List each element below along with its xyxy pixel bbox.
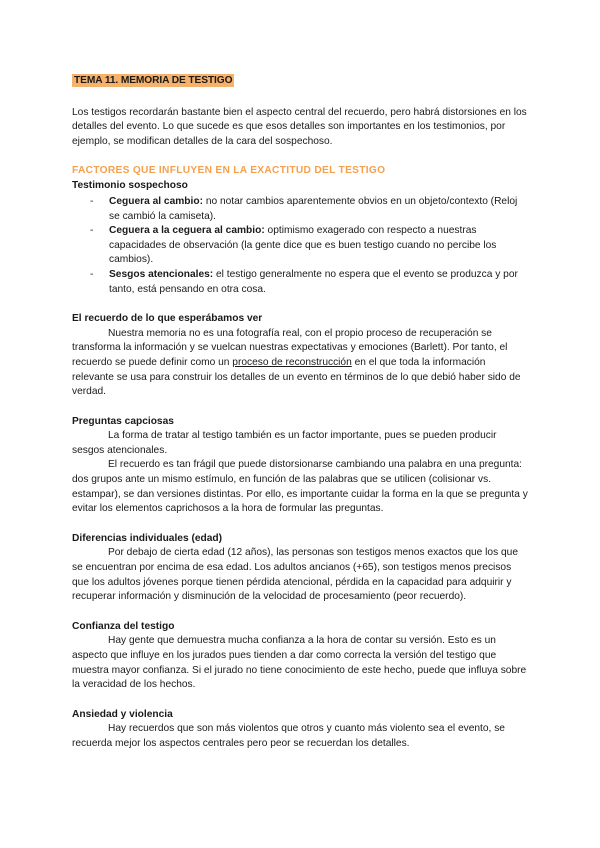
testimonio-list [72, 195, 530, 297]
list-item [72, 195, 530, 224]
recuerdo-underlined-term: proceso de reconstrucción [232, 356, 352, 368]
factors-heading: FACTORES QUE INFLUYEN EN LA EXACTITUD DEL TESTIGO [72, 165, 386, 177]
testimonio-heading: Testimonio sospechoso [72, 180, 188, 192]
capciosas-paragraph-1: La forma de tratar al testigo también es un factor importante, pues se pueden producir sesgos atencionales. [72, 430, 497, 456]
section-capciosas [72, 415, 530, 517]
bullet-dash: - [90, 268, 94, 280]
list-item-term: Ceguera a la ceguera al cambio: [109, 225, 265, 237]
list-item [72, 268, 530, 297]
ansiedad-heading: Ansiedad y violencia [72, 708, 173, 720]
capciosas-heading: Preguntas capciosas [72, 415, 174, 427]
list-item-text: el testigo generalmente no espera que el evento se produzca y por tanto, está pensando en otra cosa. [109, 268, 518, 295]
list-item-term: Sesgos atencionales: [109, 268, 214, 280]
intro-paragraph: Los testigos recordarán bastante bien el aspecto central del recuerdo, pero habrá distorsiones en los detalles del evento. Lo que sucede es que esos detalles son importantes en los testimonios, por ejemplo, se modifican detalles de la cara del sospechoso. [72, 106, 527, 147]
document-title [72, 74, 530, 89]
section-recuerdo [72, 312, 530, 400]
list-item-text: optimismo exagerado con respecto a nuestras capacidades de observación (la gente dice que es buen testigo cuando no percibe los cambios). [109, 225, 497, 266]
recuerdo-paragraph [72, 327, 530, 400]
list-item [72, 224, 530, 268]
recuerdo-heading: El recuerdo de lo que esperábamos ver [72, 313, 263, 325]
bullet-dash: - [90, 225, 94, 237]
bullet-dash: - [90, 195, 94, 207]
section-diferencias [72, 532, 530, 605]
list-item-term: Ceguera al cambio: [109, 195, 203, 207]
list-item-text: no notar cambios aparentemente obvios en un objeto/contexto (Reloj se cambió la camiseta). [109, 195, 518, 222]
section-ansiedad [72, 708, 530, 752]
recuerdo-text-before: Nuestra memoria no es una fotografía real, con el propio proceso de recuperación se transforma la información y se vuelcan nuestras expectativas y emociones (Barlett). Por tanto, el recuerdo se puede definir como un [72, 327, 508, 368]
diferencias-heading: Diferencias individuales (edad) [72, 532, 223, 544]
recuerdo-text-after: en el que toda la información relevante se usa para construir los detalles de un evento en términos de lo que debió haber sido de verdad. [72, 356, 521, 398]
confianza-paragraph: Hay gente que demuestra mucha confianza a la hora de contar su versión. Esto es un aspecto que influye en los jurados pues tienden a dar como correcta la versión del testigo que muestra mayor confianza. Si el jurado no tiene conocimiento de este hecho, puede que influya sobre la veracidad de los hechos. [72, 635, 527, 691]
diferencias-paragraph: Por debajo de cierta edad (12 años), las personas son testigos menos exactos que los que se encuentran por encima de esa edad. Los adultos ancianos (+65), son testigos menos precisos que los adultos jóvenes porque tienen pérdida atencional, pérdida en la capacidad para adquirir y recuperar información y disminución de la velocidad de procesamiento (peor recuerdo). [72, 547, 519, 603]
section-confianza [72, 620, 530, 693]
capciosas-paragraph-2: El recuerdo es tan frágil que puede distorsionarse cambiando una palabra en una pregunta: dos grupos ante un mismo estímulo, en función de las palabras que se utilicen (colisionar vs. estampar), se dan versiones distintas. Por ello, es importante cuidar la forma en la que se pregunta y evitar los elementos caprichosos a la hora de formular las preguntas. [72, 459, 528, 515]
ansiedad-paragraph: Hay recuerdos que son más violentos que otros y cuanto más violento sea el evento, se recuerda mejor los aspectos centrales pero peor se recuerdan los detalles. [72, 723, 505, 749]
title-highlight: TEMA 11. MEMORIA DE TESTIGO [74, 75, 233, 86]
document-content [72, 74, 530, 752]
confianza-heading: Confianza del testigo [72, 620, 175, 632]
